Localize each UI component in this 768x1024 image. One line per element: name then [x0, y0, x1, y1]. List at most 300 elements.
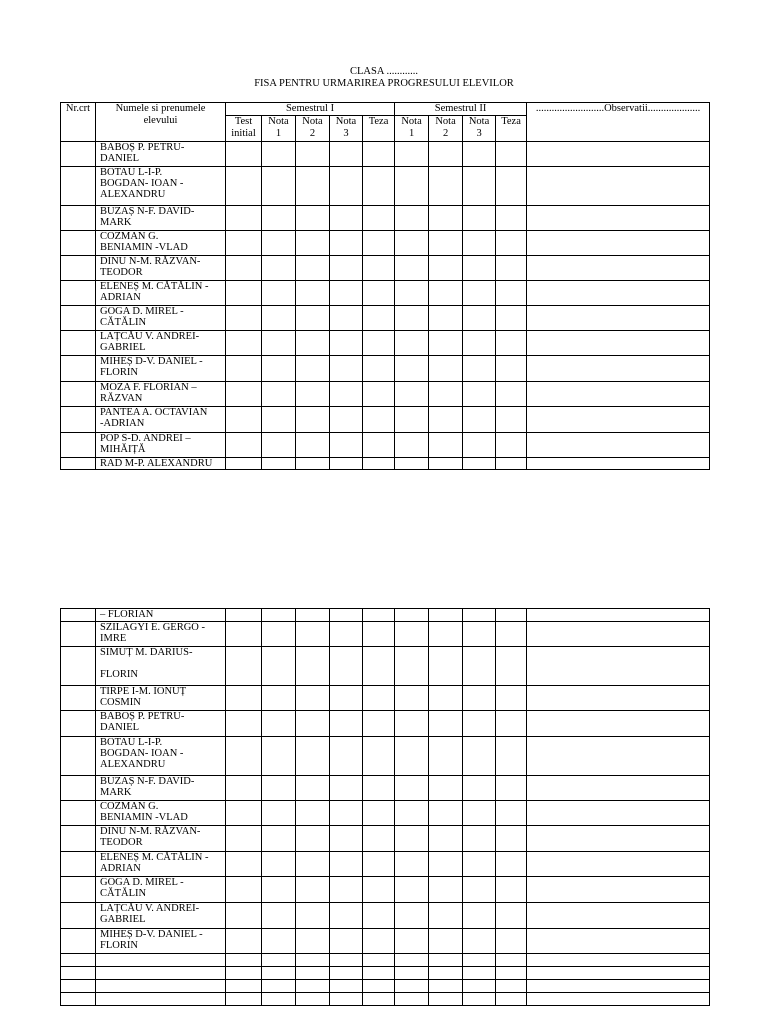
grade-cell[interactable]: [463, 331, 496, 356]
grade-cell[interactable]: [363, 142, 395, 167]
grade-cell[interactable]: [463, 737, 496, 776]
grade-cell[interactable]: [363, 331, 395, 356]
grade-cell[interactable]: [496, 167, 527, 206]
observations-cell[interactable]: [527, 980, 710, 993]
grade-cell[interactable]: [463, 686, 496, 711]
nr-crt-cell[interactable]: [61, 967, 96, 980]
grade-cell[interactable]: [330, 142, 363, 167]
grade-cell[interactable]: [330, 993, 363, 1006]
grade-cell[interactable]: [296, 929, 330, 954]
observations-cell[interactable]: [527, 356, 710, 382]
grade-cell[interactable]: [226, 609, 262, 622]
grade-cell[interactable]: [363, 609, 395, 622]
grade-cell[interactable]: [429, 231, 463, 256]
grade-cell[interactable]: [296, 609, 330, 622]
grade-cell[interactable]: [262, 609, 296, 622]
grade-cell[interactable]: [226, 826, 262, 852]
grade-cell[interactable]: [226, 737, 262, 776]
grade-cell[interactable]: [429, 929, 463, 954]
nr-crt-cell[interactable]: [61, 407, 96, 433]
grade-cell[interactable]: [463, 231, 496, 256]
grade-cell[interactable]: [262, 231, 296, 256]
grade-cell[interactable]: [395, 622, 429, 647]
grade-cell[interactable]: [226, 967, 262, 980]
grade-cell[interactable]: [429, 776, 463, 801]
nr-crt-cell[interactable]: [61, 281, 96, 306]
grade-cell[interactable]: [429, 609, 463, 622]
grade-cell[interactable]: [463, 877, 496, 903]
grade-cell[interactable]: [395, 281, 429, 306]
grade-cell[interactable]: [330, 356, 363, 382]
grade-cell[interactable]: [429, 331, 463, 356]
grade-cell[interactable]: [296, 852, 330, 877]
grade-cell[interactable]: [496, 142, 527, 167]
observations-cell[interactable]: [527, 256, 710, 281]
grade-cell[interactable]: [330, 458, 363, 470]
observations-cell[interactable]: [527, 954, 710, 967]
grade-cell[interactable]: [429, 711, 463, 737]
grade-cell[interactable]: [463, 776, 496, 801]
grade-cell[interactable]: [496, 647, 527, 686]
grade-cell[interactable]: [296, 407, 330, 433]
grade-cell[interactable]: [429, 306, 463, 331]
nr-crt-cell[interactable]: [61, 356, 96, 382]
grade-cell[interactable]: [296, 281, 330, 306]
nr-crt-cell[interactable]: [61, 206, 96, 231]
grade-cell[interactable]: [395, 306, 429, 331]
grade-cell[interactable]: [429, 622, 463, 647]
grade-cell[interactable]: [429, 206, 463, 231]
observations-cell[interactable]: [527, 647, 710, 686]
grade-cell[interactable]: [463, 609, 496, 622]
grade-cell[interactable]: [429, 167, 463, 206]
grade-cell[interactable]: [262, 142, 296, 167]
observations-cell[interactable]: [527, 609, 710, 622]
grade-cell[interactable]: [363, 903, 395, 929]
grade-cell[interactable]: [463, 167, 496, 206]
observations-cell[interactable]: [527, 993, 710, 1006]
observations-cell[interactable]: [527, 737, 710, 776]
grade-cell[interactable]: [262, 776, 296, 801]
observations-cell[interactable]: [527, 826, 710, 852]
grade-cell[interactable]: [395, 993, 429, 1006]
grade-cell[interactable]: [496, 826, 527, 852]
grade-cell[interactable]: [463, 967, 496, 980]
observations-cell[interactable]: [527, 967, 710, 980]
grade-cell[interactable]: [226, 458, 262, 470]
grade-cell[interactable]: [262, 967, 296, 980]
grade-cell[interactable]: [296, 458, 330, 470]
grade-cell[interactable]: [296, 954, 330, 967]
grade-cell[interactable]: [463, 622, 496, 647]
grade-cell[interactable]: [262, 903, 296, 929]
observations-cell[interactable]: [527, 167, 710, 206]
observations-cell[interactable]: [527, 877, 710, 903]
grade-cell[interactable]: [429, 256, 463, 281]
observations-cell[interactable]: [527, 331, 710, 356]
grade-cell[interactable]: [296, 382, 330, 407]
grade-cell[interactable]: [395, 382, 429, 407]
grade-cell[interactable]: [395, 826, 429, 852]
grade-cell[interactable]: [429, 281, 463, 306]
grade-cell[interactable]: [496, 306, 527, 331]
grade-cell[interactable]: [226, 647, 262, 686]
nr-crt-cell[interactable]: [61, 167, 96, 206]
grade-cell[interactable]: [363, 356, 395, 382]
grade-cell[interactable]: [226, 306, 262, 331]
grade-cell[interactable]: [463, 281, 496, 306]
grade-cell[interactable]: [463, 206, 496, 231]
nr-crt-cell[interactable]: [61, 801, 96, 826]
grade-cell[interactable]: [226, 382, 262, 407]
grade-cell[interactable]: [395, 142, 429, 167]
grade-cell[interactable]: [395, 356, 429, 382]
grade-cell[interactable]: [226, 407, 262, 433]
grade-cell[interactable]: [363, 711, 395, 737]
grade-cell[interactable]: [395, 852, 429, 877]
grade-cell[interactable]: [395, 801, 429, 826]
grade-cell[interactable]: [296, 167, 330, 206]
grade-cell[interactable]: [496, 852, 527, 877]
grade-cell[interactable]: [395, 980, 429, 993]
nr-crt-cell[interactable]: [61, 980, 96, 993]
grade-cell[interactable]: [496, 433, 527, 458]
grade-cell[interactable]: [226, 433, 262, 458]
grade-cell[interactable]: [429, 993, 463, 1006]
grade-cell[interactable]: [395, 967, 429, 980]
observations-cell[interactable]: [527, 776, 710, 801]
grade-cell[interactable]: [496, 231, 527, 256]
grade-cell[interactable]: [429, 737, 463, 776]
grade-cell[interactable]: [296, 686, 330, 711]
grade-cell[interactable]: [330, 711, 363, 737]
grade-cell[interactable]: [463, 993, 496, 1006]
grade-cell[interactable]: [330, 737, 363, 776]
grade-cell[interactable]: [330, 954, 363, 967]
grade-cell[interactable]: [226, 167, 262, 206]
grade-cell[interactable]: [496, 980, 527, 993]
grade-cell[interactable]: [296, 647, 330, 686]
grade-cell[interactable]: [296, 967, 330, 980]
grade-cell[interactable]: [363, 306, 395, 331]
grade-cell[interactable]: [463, 826, 496, 852]
grade-cell[interactable]: [363, 622, 395, 647]
observations-cell[interactable]: [527, 281, 710, 306]
grade-cell[interactable]: [262, 686, 296, 711]
grade-cell[interactable]: [262, 852, 296, 877]
grade-cell[interactable]: [262, 206, 296, 231]
grade-cell[interactable]: [296, 306, 330, 331]
grade-cell[interactable]: [395, 776, 429, 801]
grade-cell[interactable]: [429, 647, 463, 686]
grade-cell[interactable]: [496, 407, 527, 433]
observations-cell[interactable]: [527, 382, 710, 407]
grade-cell[interactable]: [363, 877, 395, 903]
grade-cell[interactable]: [429, 967, 463, 980]
grade-cell[interactable]: [429, 826, 463, 852]
grade-cell[interactable]: [296, 231, 330, 256]
grade-cell[interactable]: [429, 954, 463, 967]
grade-cell[interactable]: [330, 281, 363, 306]
grade-cell[interactable]: [463, 256, 496, 281]
grade-cell[interactable]: [296, 877, 330, 903]
nr-crt-cell[interactable]: [61, 433, 96, 458]
grade-cell[interactable]: [262, 993, 296, 1006]
grade-cell[interactable]: [330, 776, 363, 801]
grade-cell[interactable]: [395, 929, 429, 954]
grade-cell[interactable]: [395, 686, 429, 711]
grade-cell[interactable]: [496, 609, 527, 622]
grade-cell[interactable]: [363, 167, 395, 206]
nr-crt-cell[interactable]: [61, 737, 96, 776]
nr-crt-cell[interactable]: [61, 877, 96, 903]
grade-cell[interactable]: [496, 206, 527, 231]
nr-crt-cell[interactable]: [61, 686, 96, 711]
grade-cell[interactable]: [463, 980, 496, 993]
grade-cell[interactable]: [463, 852, 496, 877]
grade-cell[interactable]: [463, 407, 496, 433]
grade-cell[interactable]: [463, 647, 496, 686]
grade-cell[interactable]: [363, 458, 395, 470]
grade-cell[interactable]: [226, 877, 262, 903]
grade-cell[interactable]: [395, 903, 429, 929]
grade-cell[interactable]: [496, 686, 527, 711]
observations-cell[interactable]: [527, 206, 710, 231]
nr-crt-cell[interactable]: [61, 903, 96, 929]
grade-cell[interactable]: [496, 801, 527, 826]
grade-cell[interactable]: [262, 826, 296, 852]
grade-cell[interactable]: [395, 954, 429, 967]
grade-cell[interactable]: [363, 433, 395, 458]
grade-cell[interactable]: [429, 458, 463, 470]
grade-cell[interactable]: [330, 231, 363, 256]
grade-cell[interactable]: [296, 737, 330, 776]
grade-cell[interactable]: [496, 622, 527, 647]
grade-cell[interactable]: [330, 382, 363, 407]
grade-cell[interactable]: [262, 407, 296, 433]
grade-cell[interactable]: [262, 711, 296, 737]
grade-cell[interactable]: [496, 737, 527, 776]
grade-cell[interactable]: [226, 206, 262, 231]
grade-cell[interactable]: [262, 954, 296, 967]
grade-cell[interactable]: [363, 852, 395, 877]
grade-cell[interactable]: [463, 801, 496, 826]
grade-cell[interactable]: [226, 929, 262, 954]
grade-cell[interactable]: [296, 256, 330, 281]
grade-cell[interactable]: [226, 711, 262, 737]
grade-cell[interactable]: [463, 306, 496, 331]
grade-cell[interactable]: [363, 407, 395, 433]
grade-cell[interactable]: [226, 622, 262, 647]
grade-cell[interactable]: [296, 903, 330, 929]
grade-cell[interactable]: [463, 433, 496, 458]
grade-cell[interactable]: [363, 980, 395, 993]
grade-cell[interactable]: [363, 801, 395, 826]
grade-cell[interactable]: [330, 877, 363, 903]
grade-cell[interactable]: [330, 826, 363, 852]
grade-cell[interactable]: [429, 433, 463, 458]
grade-cell[interactable]: [226, 331, 262, 356]
grade-cell[interactable]: [363, 776, 395, 801]
grade-cell[interactable]: [330, 929, 363, 954]
grade-cell[interactable]: [429, 356, 463, 382]
grade-cell[interactable]: [262, 433, 296, 458]
grade-cell[interactable]: [226, 852, 262, 877]
grade-cell[interactable]: [262, 167, 296, 206]
grade-cell[interactable]: [363, 206, 395, 231]
grade-cell[interactable]: [429, 877, 463, 903]
grade-cell[interactable]: [395, 737, 429, 776]
grade-cell[interactable]: [496, 877, 527, 903]
grade-cell[interactable]: [330, 609, 363, 622]
grade-cell[interactable]: [496, 256, 527, 281]
nr-crt-cell[interactable]: [61, 306, 96, 331]
grade-cell[interactable]: [226, 686, 262, 711]
grade-cell[interactable]: [262, 458, 296, 470]
grade-cell[interactable]: [226, 954, 262, 967]
grade-cell[interactable]: [429, 852, 463, 877]
grade-cell[interactable]: [226, 356, 262, 382]
observations-cell[interactable]: [527, 929, 710, 954]
grade-cell[interactable]: [226, 776, 262, 801]
grade-cell[interactable]: [330, 433, 363, 458]
nr-crt-cell[interactable]: [61, 382, 96, 407]
grade-cell[interactable]: [296, 142, 330, 167]
grade-cell[interactable]: [296, 331, 330, 356]
nr-crt-cell[interactable]: [61, 954, 96, 967]
grade-cell[interactable]: [363, 826, 395, 852]
nr-crt-cell[interactable]: [61, 331, 96, 356]
grade-cell[interactable]: [429, 407, 463, 433]
grade-cell[interactable]: [330, 407, 363, 433]
grade-cell[interactable]: [463, 711, 496, 737]
grade-cell[interactable]: [262, 382, 296, 407]
grade-cell[interactable]: [496, 458, 527, 470]
grade-cell[interactable]: [296, 776, 330, 801]
grade-cell[interactable]: [496, 331, 527, 356]
grade-cell[interactable]: [463, 903, 496, 929]
grade-cell[interactable]: [363, 686, 395, 711]
grade-cell[interactable]: [262, 647, 296, 686]
observations-cell[interactable]: [527, 711, 710, 737]
grade-cell[interactable]: [363, 737, 395, 776]
grade-cell[interactable]: [330, 647, 363, 686]
grade-cell[interactable]: [429, 801, 463, 826]
grade-cell[interactable]: [363, 993, 395, 1006]
grade-cell[interactable]: [226, 231, 262, 256]
grade-cell[interactable]: [296, 993, 330, 1006]
observations-cell[interactable]: [527, 801, 710, 826]
grade-cell[interactable]: [296, 826, 330, 852]
grade-cell[interactable]: [463, 142, 496, 167]
grade-cell[interactable]: [463, 458, 496, 470]
grade-cell[interactable]: [395, 877, 429, 903]
grade-cell[interactable]: [363, 382, 395, 407]
grade-cell[interactable]: [330, 331, 363, 356]
grade-cell[interactable]: [363, 281, 395, 306]
nr-crt-cell[interactable]: [61, 993, 96, 1006]
grade-cell[interactable]: [262, 737, 296, 776]
nr-crt-cell[interactable]: [61, 256, 96, 281]
grade-cell[interactable]: [429, 382, 463, 407]
nr-crt-cell[interactable]: [61, 458, 96, 470]
grade-cell[interactable]: [262, 980, 296, 993]
grade-cell[interactable]: [395, 167, 429, 206]
grade-cell[interactable]: [262, 356, 296, 382]
grade-cell[interactable]: [296, 433, 330, 458]
grade-cell[interactable]: [262, 877, 296, 903]
grade-cell[interactable]: [496, 903, 527, 929]
grade-cell[interactable]: [463, 929, 496, 954]
grade-cell[interactable]: [262, 622, 296, 647]
grade-cell[interactable]: [296, 356, 330, 382]
grade-cell[interactable]: [429, 686, 463, 711]
grade-cell[interactable]: [429, 903, 463, 929]
observations-cell[interactable]: [527, 458, 710, 470]
grade-cell[interactable]: [226, 980, 262, 993]
grade-cell[interactable]: [226, 903, 262, 929]
grade-cell[interactable]: [395, 256, 429, 281]
grade-cell[interactable]: [395, 231, 429, 256]
observations-cell[interactable]: [527, 622, 710, 647]
grade-cell[interactable]: [496, 382, 527, 407]
grade-cell[interactable]: [330, 622, 363, 647]
nr-crt-cell[interactable]: [61, 609, 96, 622]
grade-cell[interactable]: [262, 331, 296, 356]
grade-cell[interactable]: [296, 622, 330, 647]
observations-cell[interactable]: [527, 407, 710, 433]
grade-cell[interactable]: [429, 142, 463, 167]
grade-cell[interactable]: [330, 980, 363, 993]
observations-cell[interactable]: [527, 852, 710, 877]
grade-cell[interactable]: [463, 954, 496, 967]
grade-cell[interactable]: [395, 647, 429, 686]
grade-cell[interactable]: [496, 993, 527, 1006]
nr-crt-cell[interactable]: [61, 776, 96, 801]
grade-cell[interactable]: [330, 206, 363, 231]
grade-cell[interactable]: [262, 281, 296, 306]
grade-cell[interactable]: [395, 711, 429, 737]
grade-cell[interactable]: [363, 929, 395, 954]
grade-cell[interactable]: [496, 776, 527, 801]
grade-cell[interactable]: [226, 256, 262, 281]
grade-cell[interactable]: [330, 167, 363, 206]
grade-cell[interactable]: [395, 331, 429, 356]
grade-cell[interactable]: [496, 356, 527, 382]
grade-cell[interactable]: [262, 801, 296, 826]
observations-cell[interactable]: [527, 231, 710, 256]
observations-cell[interactable]: [527, 433, 710, 458]
grade-cell[interactable]: [296, 711, 330, 737]
grade-cell[interactable]: [262, 306, 296, 331]
grade-cell[interactable]: [395, 407, 429, 433]
grade-cell[interactable]: [496, 711, 527, 737]
nr-crt-cell[interactable]: [61, 647, 96, 686]
grade-cell[interactable]: [363, 954, 395, 967]
nr-crt-cell[interactable]: [61, 711, 96, 737]
grade-cell[interactable]: [226, 281, 262, 306]
nr-crt-cell[interactable]: [61, 622, 96, 647]
grade-cell[interactable]: [429, 980, 463, 993]
grade-cell[interactable]: [330, 306, 363, 331]
grade-cell[interactable]: [296, 980, 330, 993]
grade-cell[interactable]: [330, 801, 363, 826]
grade-cell[interactable]: [363, 231, 395, 256]
observations-cell[interactable]: [527, 686, 710, 711]
nr-crt-cell[interactable]: [61, 929, 96, 954]
grade-cell[interactable]: [496, 967, 527, 980]
grade-cell[interactable]: [226, 993, 262, 1006]
